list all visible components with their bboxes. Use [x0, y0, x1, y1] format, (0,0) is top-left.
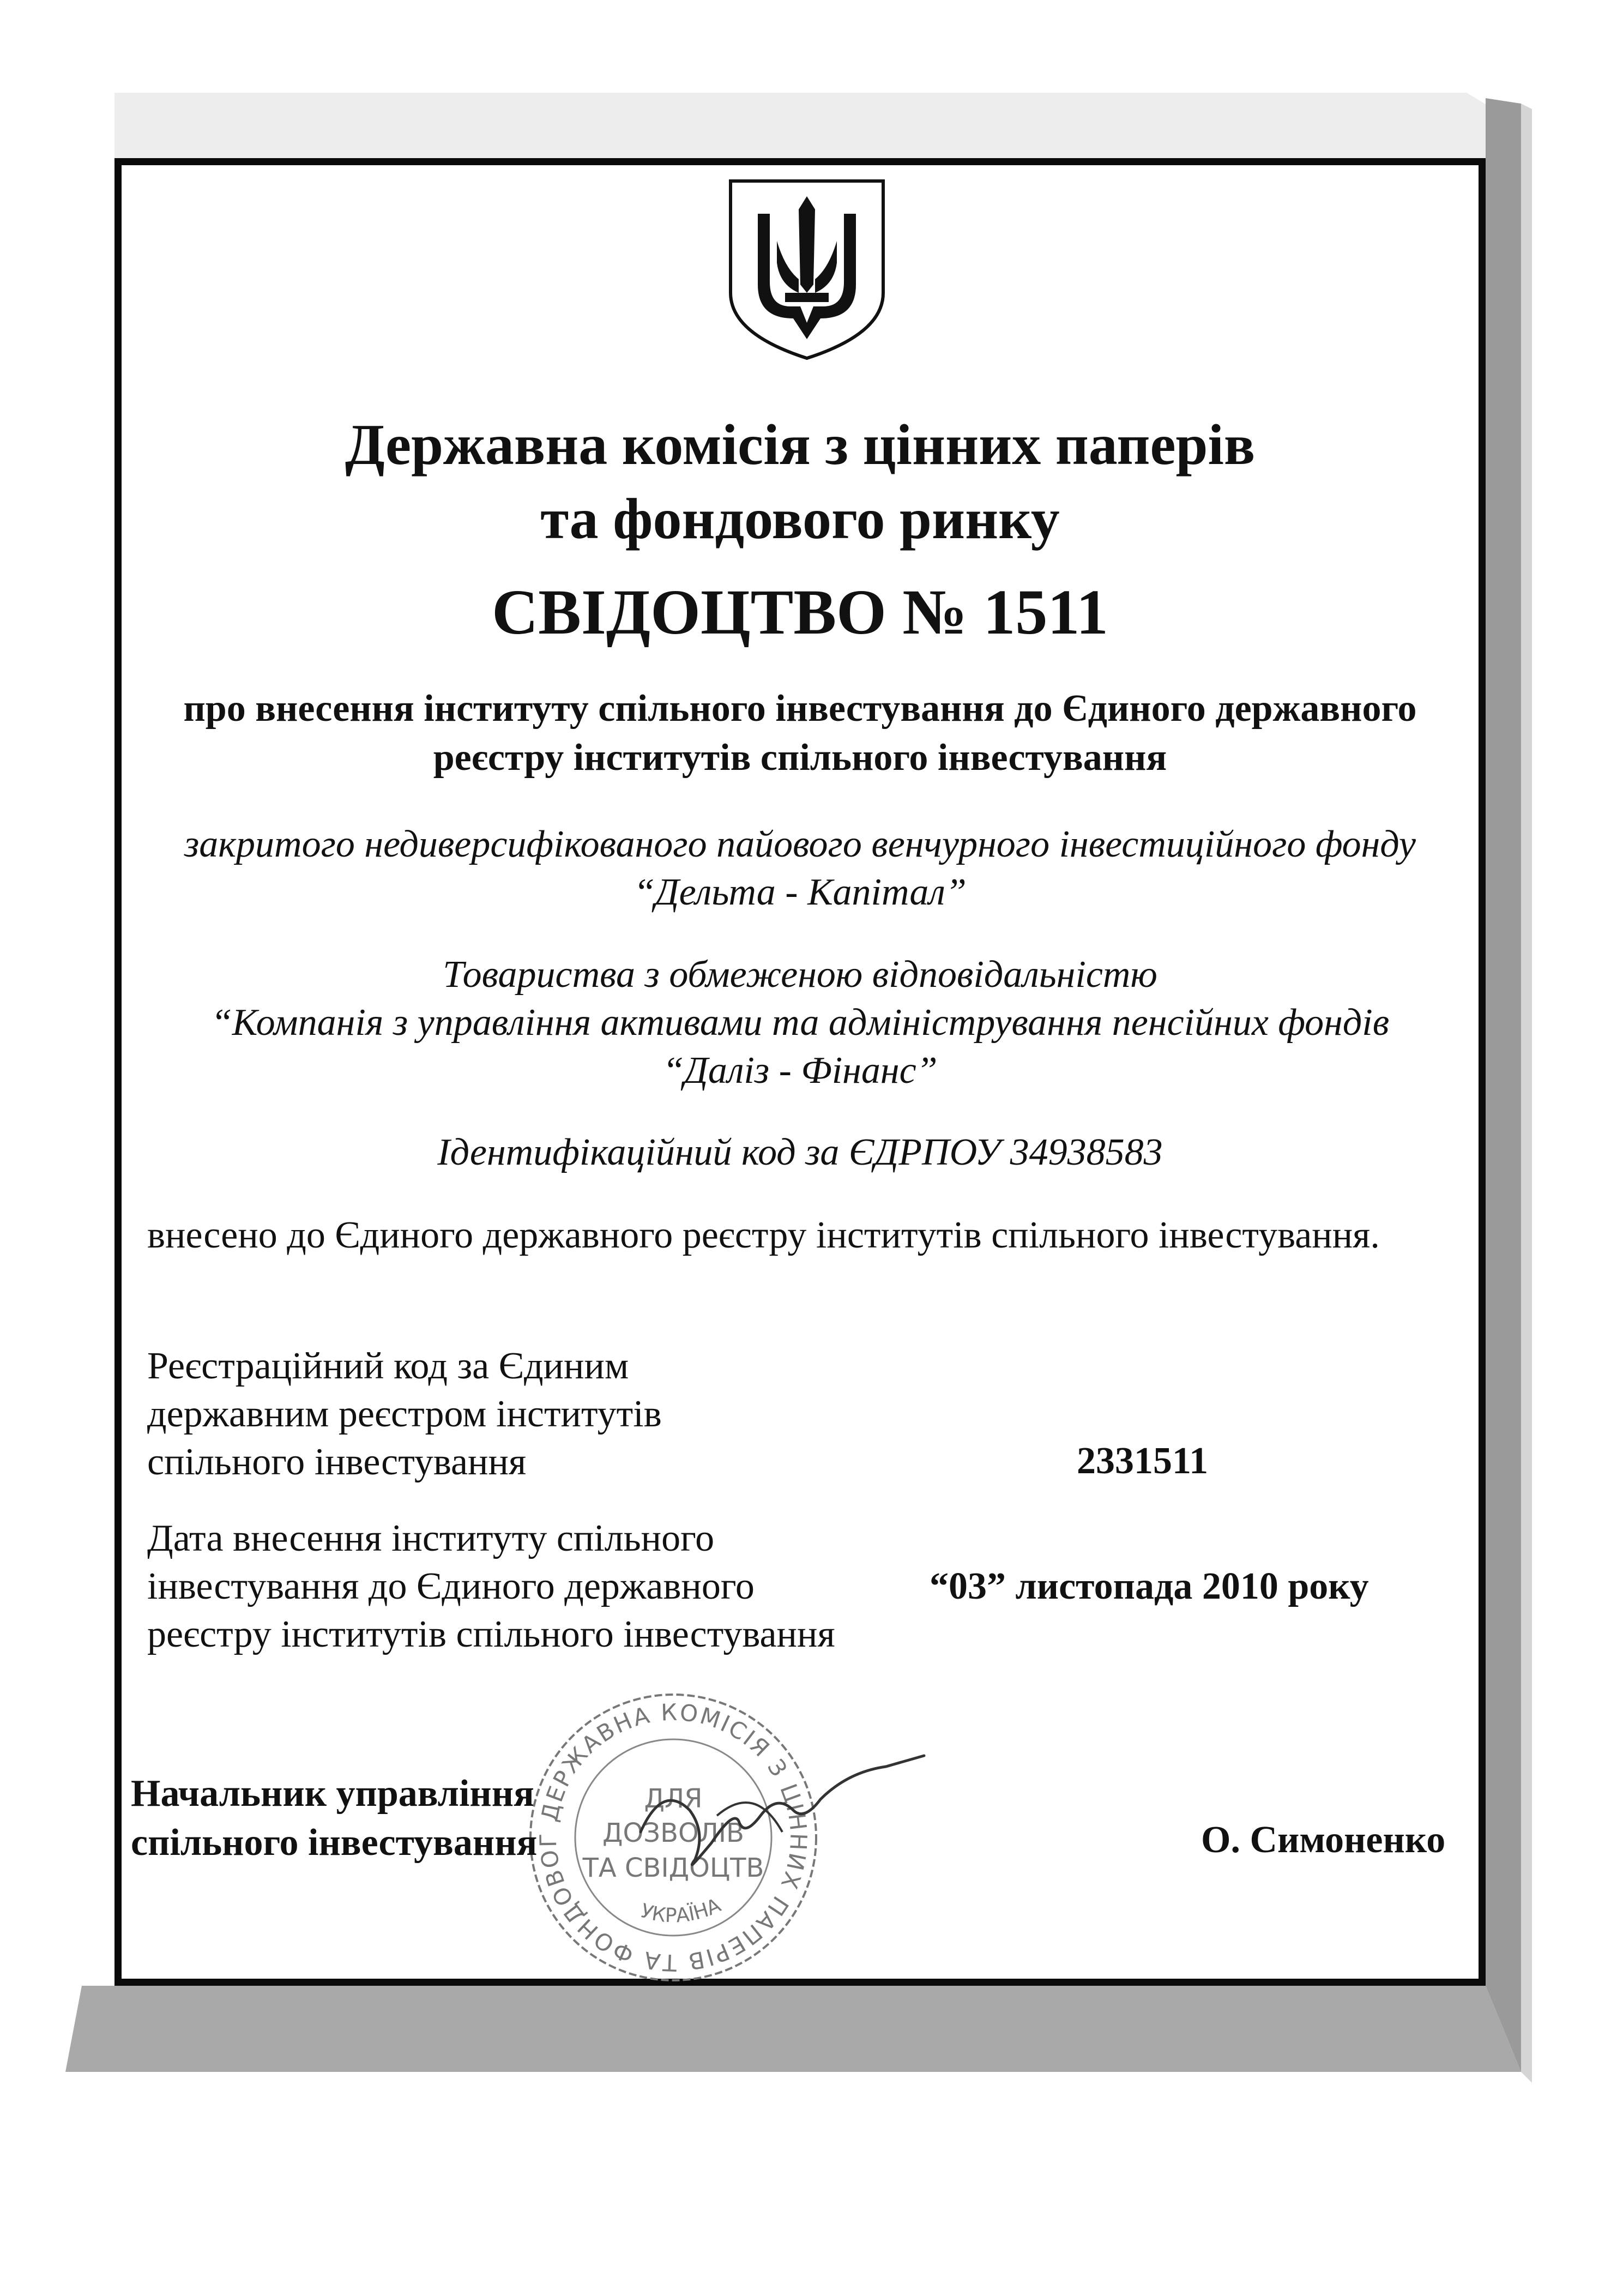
company-line-3: “Даліз - Фінанс”	[662, 1050, 938, 1092]
date-label-line-3: реєстру інститутів спільного інвестування	[147, 1613, 835, 1655]
signatory-name: О. Симоненко	[1201, 1819, 1446, 1861]
handwritten-signature	[630, 1750, 930, 1881]
company-name	[114, 951, 1486, 1095]
registration-label-line-3: спільного інвестування	[147, 1441, 527, 1483]
stamp-inner-line-1: ДЛЯ	[644, 1783, 703, 1814]
subtitle-line-2: реєстру інститутів спільного інвестування	[433, 737, 1167, 779]
entered-statement: внесено до Єдиного державного реєстру інститутів спільного інвестування.	[147, 1214, 1380, 1256]
date-label	[147, 1515, 835, 1659]
issuer-line-2: та фондового ринку	[540, 487, 1060, 551]
fund-line-1: закритого недиверсифікованого пайового венчурного інвестиційного фонду	[184, 823, 1416, 865]
certificate-title: СВІДОЦТВО № 1511	[492, 576, 1108, 648]
trident-coat-of-arms-icon	[725, 176, 889, 362]
stamp-inner-line-3: ТА СВІДОЦТВ	[582, 1853, 764, 1883]
registration-label-line-2: державним реєстром інститутів	[147, 1393, 662, 1435]
registration-code: 2331511	[1077, 1440, 1209, 1482]
signatory-title	[131, 1769, 537, 1867]
date-label-line-1: Дата внесення інституту спільного	[147, 1517, 715, 1559]
fund-line-2: “Дельта - Капітал”	[633, 871, 967, 913]
certificate-subtitle	[114, 684, 1486, 782]
registration-label-line-1: Реєстраційний код за Єдиним	[147, 1345, 629, 1387]
stamp-outer-text: ДЕРЖАВНА КОМІСІЯ З ЦІННИХ ПАПЕРІВ ТА ФОНДОВОГ	[534, 1698, 812, 1976]
svg-text:УКРАЇНА	[638, 1894, 724, 1927]
identification-code: Ідентифікаційний код за ЄДРПОУ 34938583	[437, 1131, 1163, 1173]
stamp-bottom-text: УКРАЇНА	[638, 1894, 725, 1927]
registration-label	[147, 1342, 662, 1486]
fund-name	[114, 821, 1486, 917]
signatory-title-line-1: Начальник управління	[131, 1773, 534, 1815]
signatory-title-line-2: спільного інвестування	[131, 1822, 538, 1864]
issuer-line-1: Державна комісія з цінних паперів	[345, 413, 1256, 477]
subtitle-line-1: про внесення інституту спільного інвестування до Єдиного державного	[183, 688, 1417, 730]
company-line-2: “Компанія з управління активами та адміністрування пенсійних фондів	[210, 1002, 1390, 1044]
company-line-1: Товариства з обмеженою відповідальністю	[443, 954, 1157, 996]
stamp-inner-line-2: ДОЗВОЛІВ	[602, 1818, 744, 1848]
date-label-line-2: інвестування до Єдиного державного	[147, 1565, 755, 1607]
issuer-name	[114, 408, 1486, 556]
registration-date: “03” листопада 2010 року	[930, 1565, 1369, 1607]
